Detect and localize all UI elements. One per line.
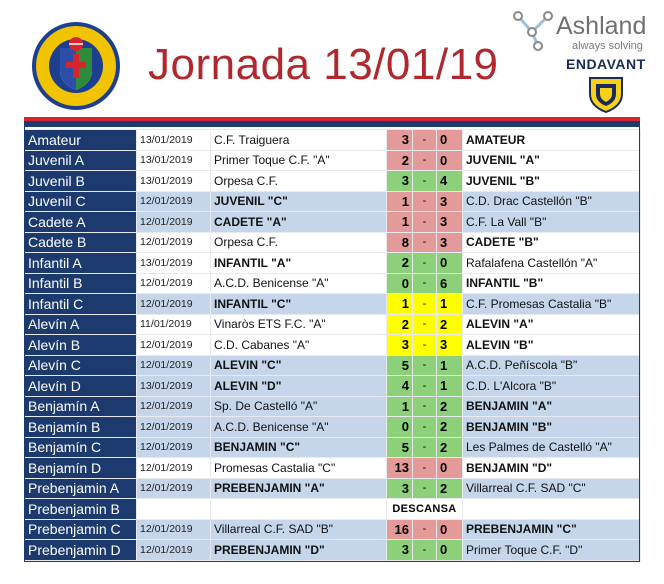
home-team-cell: ALEVIN "C" — [211, 355, 387, 376]
date-cell: 13/01/2019 — [137, 171, 211, 192]
away-score-cell: 2 — [437, 437, 463, 458]
away-team-cell: JUVENIL "B" — [463, 171, 641, 192]
category-cell: Prebenjamin B — [25, 499, 137, 520]
home-score-cell: 8 — [387, 232, 413, 253]
away-score-cell: 2 — [437, 396, 463, 417]
category-cell: Alevín B — [25, 335, 137, 356]
away-score-cell: 4 — [437, 171, 463, 192]
home-score-cell: 4 — [387, 376, 413, 397]
home-team-cell: Primer Toque C.F. "A" — [211, 150, 387, 171]
home-team-cell: A.C.D. Benicense "A" — [211, 273, 387, 294]
header — [0, 0, 664, 118]
home-team-cell: ALEVIN "D" — [211, 376, 387, 397]
table-row — [25, 150, 641, 171]
category-cell: Benjamín D — [25, 458, 137, 479]
category-cell: Juvenil A — [25, 150, 137, 171]
score-separator: - — [413, 540, 437, 561]
table-row — [25, 294, 641, 315]
home-score-cell: 2 — [387, 150, 413, 171]
table-row — [25, 191, 641, 212]
away-score-cell: 0 — [437, 253, 463, 274]
away-team-cell: A.C.D. Peñíscola "B" — [463, 355, 641, 376]
table-row — [25, 417, 641, 438]
away-score-cell: 2 — [437, 417, 463, 438]
score-separator: - — [413, 294, 437, 315]
score-separator: - — [413, 396, 437, 417]
category-cell: Cadete A — [25, 212, 137, 233]
away-team-cell: Villarreal C.F. SAD "C" — [463, 478, 641, 499]
date-cell: 12/01/2019 — [137, 294, 211, 315]
away-score-cell: 3 — [437, 335, 463, 356]
home-score-cell: 0 — [387, 417, 413, 438]
date-cell: 12/01/2019 — [137, 232, 211, 253]
home-score-cell: 1 — [387, 396, 413, 417]
date-cell: 12/01/2019 — [137, 437, 211, 458]
score-separator: - — [413, 171, 437, 192]
away-team-cell: ALEVIN "A" — [463, 314, 641, 335]
home-score-cell: 3 — [387, 171, 413, 192]
category-cell: Alevín D — [25, 376, 137, 397]
home-score-cell: 3 — [387, 478, 413, 499]
date-cell: 12/01/2019 — [137, 458, 211, 479]
home-team-cell: CADETE "A" — [211, 212, 387, 233]
category-cell: Benjamín A — [25, 396, 137, 417]
away-score-cell: 2 — [437, 478, 463, 499]
date-cell: 12/01/2019 — [137, 478, 211, 499]
home-team-cell: Villarreal C.F. SAD "B" — [211, 519, 387, 540]
away-team-cell: JUVENIL "A" — [463, 150, 641, 171]
date-cell: 12/01/2019 — [137, 212, 211, 233]
away-team-cell: Les Palmes de Castelló "A" — [463, 437, 641, 458]
table-row — [25, 130, 641, 151]
category-cell: Prebenjamin D — [25, 540, 137, 561]
category-cell: Alevín A — [25, 314, 137, 335]
away-score-cell: 0 — [437, 540, 463, 561]
date-cell: 12/01/2019 — [137, 273, 211, 294]
home-team-cell — [211, 499, 387, 520]
home-score-cell: 3 — [387, 540, 413, 561]
date-cell: 12/01/2019 — [137, 335, 211, 356]
away-score-cell: 3 — [437, 191, 463, 212]
score-separator: - — [413, 130, 437, 151]
away-team-cell: C.D. L'Alcora "B" — [463, 376, 641, 397]
score-separator: - — [413, 519, 437, 540]
home-score-cell: 0 — [387, 273, 413, 294]
table-row — [25, 396, 641, 417]
away-team-cell: Rafalafena Castellón "A" — [463, 253, 641, 274]
away-team-cell: BENJAMIN "A" — [463, 396, 641, 417]
club-crest-logo — [30, 20, 122, 112]
category-cell: Prebenjamin A — [25, 478, 137, 499]
ashland-tagline: always solving — [572, 40, 643, 52]
home-score-cell: 2 — [387, 314, 413, 335]
away-team-cell: BENJAMIN "B" — [463, 417, 641, 438]
date-cell: 12/01/2019 — [137, 191, 211, 212]
score-separator: - — [413, 212, 437, 233]
home-score-cell: 1 — [387, 212, 413, 233]
table-row — [25, 232, 641, 253]
category-cell: Prebenjamin C — [25, 519, 137, 540]
score-separator: - — [413, 376, 437, 397]
away-score-cell: 2 — [437, 314, 463, 335]
away-score-cell: 1 — [437, 376, 463, 397]
date-cell: 13/01/2019 — [137, 376, 211, 397]
table-row — [25, 540, 641, 561]
table-row — [25, 478, 641, 499]
category-cell: Alevín C — [25, 355, 137, 376]
date-cell: 11/01/2019 — [137, 314, 211, 335]
home-team-cell: INFANTIL "A" — [211, 253, 387, 274]
ashland-wordmark: Ashland — [556, 12, 647, 40]
home-score-cell: 1 — [387, 294, 413, 315]
page-title: Jornada 13/01/19 — [148, 40, 499, 89]
away-team-cell: AMATEUR — [463, 130, 641, 151]
score-separator: - — [413, 335, 437, 356]
away-score-cell: 0 — [437, 150, 463, 171]
away-team-cell: C.F. Promesas Castalia "B" — [463, 294, 641, 315]
home-team-cell: Sp. De Castelló "A" — [211, 396, 387, 417]
table-row — [25, 458, 641, 479]
home-team-cell: A.C.D. Benicense "A" — [211, 417, 387, 438]
home-score-cell: 3 — [387, 130, 413, 151]
table-row — [25, 355, 641, 376]
away-score-cell: 1 — [437, 294, 463, 315]
date-cell: 13/01/2019 — [137, 253, 211, 274]
date-cell: 12/01/2019 — [137, 519, 211, 540]
category-cell: Juvenil C — [25, 191, 137, 212]
home-score-cell: 3 — [387, 335, 413, 356]
date-cell: 13/01/2019 — [137, 150, 211, 171]
away-score-cell: 1 — [437, 355, 463, 376]
table-row — [25, 314, 641, 335]
sponsor-ashland-logo — [512, 6, 658, 56]
away-score-cell: 0 — [437, 519, 463, 540]
score-separator: - — [413, 458, 437, 479]
away-team-cell — [463, 499, 641, 520]
category-cell: Amateur — [25, 130, 137, 151]
home-team-cell: C.D. Cabanes "A" — [211, 335, 387, 356]
away-team-cell: PREBENJAMIN "C" — [463, 519, 641, 540]
home-team-cell: PREBENJAMIN "A" — [211, 478, 387, 499]
home-team-cell: INFANTIL "C" — [211, 294, 387, 315]
away-score-cell: 6 — [437, 273, 463, 294]
score-separator: - — [413, 478, 437, 499]
away-team-cell: INFANTIL "B" — [463, 273, 641, 294]
score-separator: - — [413, 314, 437, 335]
category-cell: Cadete B — [25, 232, 137, 253]
home-team-cell: C.F. Traiguera — [211, 130, 387, 151]
date-cell: 12/01/2019 — [137, 417, 211, 438]
home-team-cell: Vinaròs ETS F.C. "A" — [211, 314, 387, 335]
table-row — [25, 437, 641, 458]
category-cell: Benjamín B — [25, 417, 137, 438]
table-row — [25, 253, 641, 274]
category-cell: Juvenil B — [25, 171, 137, 192]
home-score-cell: 1 — [387, 191, 413, 212]
table-row — [25, 212, 641, 233]
home-score-cell: 5 — [387, 355, 413, 376]
score-separator: - — [413, 417, 437, 438]
score-separator: - — [413, 253, 437, 274]
away-score-cell: 3 — [437, 232, 463, 253]
score-separator: - — [413, 355, 437, 376]
date-cell: 12/01/2019 — [137, 355, 211, 376]
date-cell: 13/01/2019 — [137, 130, 211, 151]
away-team-cell: C.D. Drac Castellón "B" — [463, 191, 641, 212]
home-team-cell: Orpesa C.F. — [211, 171, 387, 192]
away-score-cell: 0 — [437, 130, 463, 151]
category-cell: Infantil C — [25, 294, 137, 315]
away-team-cell: C.F. La Vall "B" — [463, 212, 641, 233]
score-separator: - — [413, 191, 437, 212]
home-score-cell: 5 — [387, 437, 413, 458]
table-row — [25, 273, 641, 294]
score-separator: - — [413, 232, 437, 253]
table-row — [25, 376, 641, 397]
table-row — [25, 519, 641, 540]
home-team-cell: BENJAMIN "C" — [211, 437, 387, 458]
home-team-cell: Promesas Castalia "C" — [211, 458, 387, 479]
home-team-cell: JUVENIL "C" — [211, 191, 387, 212]
results-table — [24, 129, 641, 561]
date-cell: 12/01/2019 — [137, 396, 211, 417]
date-cell: 12/01/2019 — [137, 540, 211, 561]
header-navy-divider — [24, 121, 640, 126]
away-team-cell: ALEVIN "B" — [463, 335, 641, 356]
away-team-cell: BENJAMIN "D" — [463, 458, 641, 479]
home-score-cell: 2 — [387, 253, 413, 274]
score-separator: - — [413, 437, 437, 458]
descansa-cell: DESCANSA — [387, 499, 463, 520]
table-row — [25, 335, 641, 356]
home-team-cell: PREBENJAMIN "D" — [211, 540, 387, 561]
category-cell: Infantil B — [25, 273, 137, 294]
home-score-cell: 16 — [387, 519, 413, 540]
home-score-cell: 13 — [387, 458, 413, 479]
villarreal-crest-icon — [586, 74, 626, 114]
away-team-cell: Primer Toque C.F. "D" — [463, 540, 641, 561]
away-team-cell: CADETE "B" — [463, 232, 641, 253]
ashland-mark-icon — [512, 6, 556, 56]
category-cell: Benjamín C — [25, 437, 137, 458]
category-cell: Infantil A — [25, 253, 137, 274]
away-score-cell: 0 — [437, 458, 463, 479]
home-team-cell: Orpesa C.F. — [211, 232, 387, 253]
away-score-cell: 3 — [437, 212, 463, 233]
table-row — [25, 171, 641, 192]
score-separator: - — [413, 150, 437, 171]
score-separator: - — [413, 273, 437, 294]
date-cell — [137, 499, 211, 520]
table-row — [25, 499, 641, 520]
endavant-wordmark: ENDAVANT — [566, 56, 646, 72]
